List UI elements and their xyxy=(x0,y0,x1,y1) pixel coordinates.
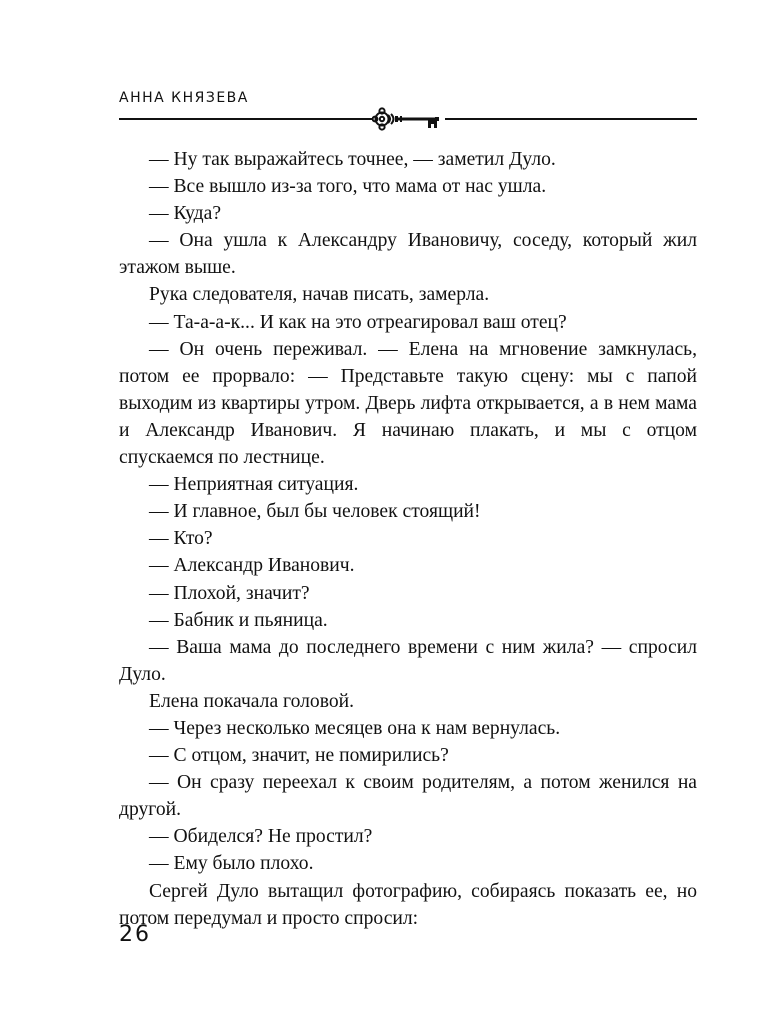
paragraph: — И главное, был бы человек стоящий! xyxy=(149,501,481,523)
running-head-author: АННА КНЯЗЕВА xyxy=(119,90,249,106)
page-body-text xyxy=(119,146,697,932)
paragraph: — Ему было плохо. xyxy=(149,853,314,875)
paragraph: — Он очень переживал. — Елена на мгновение замкнулась, потом ее прорвало: — Представьте такую сцену: мы с папой выходим из квартиры утром. Дверь лифта открывается, а в нем мама и Александр Иванович. Я начинаю плакать, и мы с отцом спускаемся по лестнице. xyxy=(119,338,697,469)
header-rule-left xyxy=(119,118,372,120)
paragraph: — Ваша мама до последнего времени с ним жила? — спросил Дуло. xyxy=(119,636,697,685)
paragraph: — Плохой, значит? xyxy=(149,582,310,604)
page-number: 26 xyxy=(119,922,151,947)
paragraph: — Бабник и пьяница. xyxy=(149,609,328,631)
paragraph: — Неприятная ситуация. xyxy=(149,474,359,496)
paragraph: — С отцом, значит, не помирились? xyxy=(149,745,449,767)
paragraph: — Александр Иванович. xyxy=(149,555,355,577)
paragraph: — Обиделся? Не простил? xyxy=(149,826,373,848)
paragraph: Сергей Дуло вытащил фотографию, собираясь показать ее, но потом передумал и просто спросил: xyxy=(119,880,697,929)
paragraph: — Кто? xyxy=(149,528,213,550)
paragraph: — Ну так выражайтесь точнее, — заметил Дуло. xyxy=(149,149,556,170)
paragraph: Елена покачала головой. xyxy=(149,690,354,712)
paragraph: — Та-а-а-к... И как на это отреагировал ваш отец? xyxy=(149,311,567,333)
key-icon xyxy=(372,106,446,132)
paragraph: — Куда? xyxy=(149,203,222,225)
paragraph: — Она ушла к Александру Ивановичу, соседу, который жил этажом выше. xyxy=(119,230,697,279)
paragraph: Рука следователя, начав писать, замерла. xyxy=(149,284,490,306)
paragraph: — Все вышло из-за того, что мама от нас ушла. xyxy=(149,176,547,198)
paragraph: — Он сразу переехал к своим родителям, а потом женился на другой. xyxy=(119,772,697,821)
paragraph: — Через несколько месяцев она к нам вернулась. xyxy=(149,717,561,739)
header-rule-right xyxy=(445,118,697,120)
